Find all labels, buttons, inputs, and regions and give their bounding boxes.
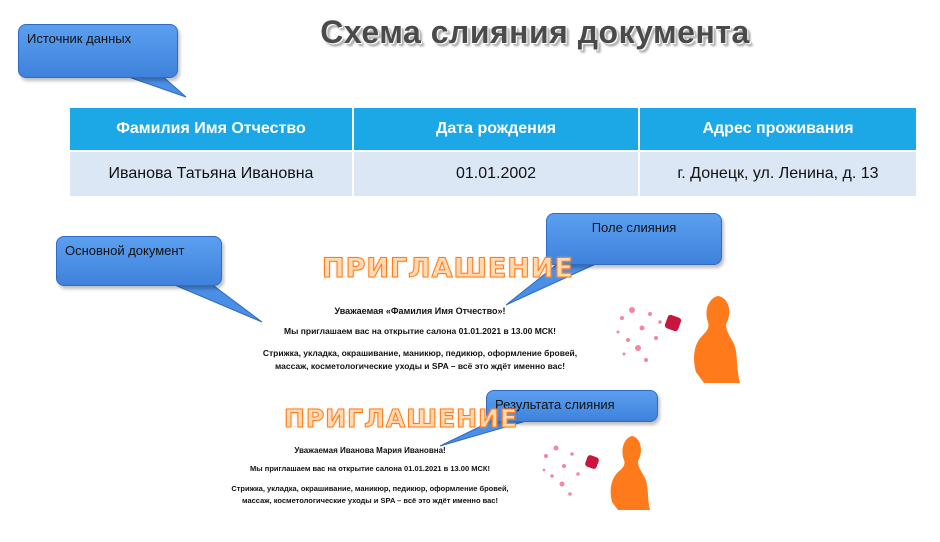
- result-greeting: Уважаемая Иванова Мария Ивановна!: [294, 446, 446, 455]
- column-header-name: Фамилия Имя Отчество: [70, 108, 353, 151]
- main-document-callout-tail: [170, 283, 262, 322]
- merge-field-callout-label: Поле слияния: [591, 220, 677, 235]
- template-line-1: Мы приглашаем вас на открытие салона 01.01.2021 в 13.00 МСК!: [284, 326, 556, 336]
- table-row: [70, 151, 916, 196]
- table-header-row: [70, 108, 916, 151]
- result-invitation-heading: ПРИГЛАШЕНИЕ: [284, 404, 519, 433]
- column-header-address: Адрес проживания: [639, 108, 916, 151]
- main-document-callout: [56, 236, 222, 286]
- page-title: Схема слияния документа: [320, 14, 750, 50]
- template-greeting: Уважаемая «Фамилия Имя Отчество»!: [334, 306, 506, 316]
- main-document-callout-label: Основной документ: [65, 243, 185, 258]
- result-line-3: массаж, косметологические уходы и SPA – всё это ждёт именно вас!: [242, 496, 498, 505]
- source-callout: [18, 24, 178, 78]
- cell-birthdate: 01.01.2002: [353, 151, 639, 196]
- source-callout-label: Источник данных: [27, 31, 132, 46]
- cell-name: Иванова Татьяна Ивановна: [70, 151, 353, 196]
- cell-address: г. Донецк, ул. Ленина, д. 13: [639, 151, 916, 196]
- salon-woman-illustration: [608, 288, 758, 383]
- column-header-birthdate: Дата рождения: [353, 108, 639, 151]
- result-line-1: Мы приглашаем вас на открытие салона 01.01.2021 в 13.00 МСК!: [250, 464, 490, 473]
- salon-woman-illustration-result: [536, 432, 668, 510]
- merge-result-callout-label: Результата слияния: [495, 397, 615, 412]
- template-invitation-heading: ПРИГЛАШЕНИЕ: [322, 253, 574, 284]
- template-line-3: массаж, косметологические уходы и SPA – всё это ждёт именно вас!: [274, 361, 566, 371]
- template-line-2: Стрижка, укладка, окрашивание, маникюр, педикюр, оформление бровей,: [262, 348, 578, 358]
- result-line-2: Стрижка, укладка, окрашивание, маникюр, педикюр, оформление бровей,: [231, 484, 509, 493]
- data-source-table: [70, 108, 916, 196]
